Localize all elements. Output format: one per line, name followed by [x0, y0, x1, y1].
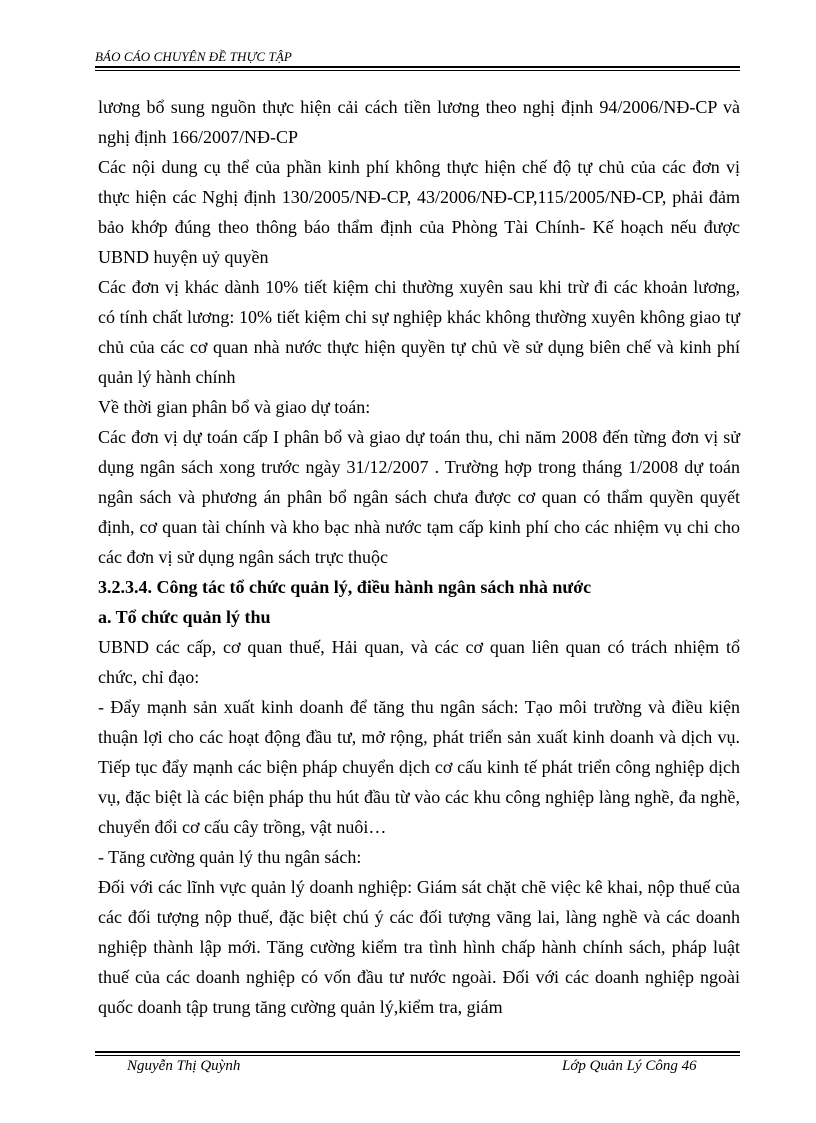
section-heading: 3.2.3.4. Công tác tổ chức quản lý, điều hành ngân sách nhà nước: [98, 577, 592, 597]
subsection-heading: a. Tổ chức quản lý thu: [98, 607, 271, 627]
paragraph: Các nội dung cụ thể của phần kinh phí không thực hiện chế độ tự chủ của các đơn vị thực hiện các Nghị định 130/2005/NĐ-CP, 43/2006/NĐ-CP,115/2005/NĐ-CP, phải đảm bảo khớp đúng theo thông báo thẩm định của Phòng Tài Chính- Kế hoạch nếu được UBND huyện uỷ quyền: [98, 157, 740, 267]
paragraph: lương bổ sung nguồn thực hiện cải cách tiền lương theo nghị định 94/2006/NĐ-CP và nghị định 166/2007/NĐ-CP: [98, 97, 740, 147]
footer-class: Lớp Quản Lý Công 46: [562, 1058, 697, 1074]
document-body: [98, 92, 740, 1022]
header-divider: [95, 66, 740, 71]
paragraph: Các đơn vị dự toán cấp I phân bổ và giao dự toán thu, chi năm 2008 đến từng đơn vị sử dụng ngân sách xong trước ngày 31/12/2007 . Trường hợp trong tháng 1/2008 dự toán ngân sách và phương án phân bổ ngân sách chưa được cơ quan có thẩm quyền quyết định, cơ quan tài chính và kho bạc nhà nước tạm cấp kinh phí cho các nhiệm vụ chi cho các đơn vị sử dụng ngân sách trực thuộc: [98, 427, 740, 567]
footer-author: Nguyễn Thị Quỳnh: [127, 1058, 241, 1074]
footer-divider: [95, 1051, 740, 1056]
page-header: BÁO CÁO CHUYÊN ĐỀ THỰC TẬP: [95, 49, 292, 64]
paragraph: - Đẩy mạnh sản xuất kinh doanh để tăng thu ngân sách: Tạo môi trường và điều kiện thuận lợi cho các hoạt động đầu tư, mở rộng, phát triển sản xuất kinh doanh và dịch vụ. Tiếp tục đẩy mạnh các biện pháp chuyển dịch cơ cấu kinh tế phát triển công nghiệp dịch vụ, đặc biệt là các biện pháp thu hút đầu từ vào các khu công nghiệp làng nghề, đa nghề, chuyển đổi cơ cấu cây trồng, vật nuôi…: [98, 697, 740, 837]
paragraph: Về thời gian phân bổ và giao dự toán:: [98, 397, 371, 417]
paragraph: UBND các cấp, cơ quan thuế, Hải quan, và các cơ quan liên quan có trách nhiệm tổ chức, chỉ đạo:: [98, 637, 740, 687]
paragraph: Các đơn vị khác dành 10% tiết kiệm chi thường xuyên sau khi trừ đi các khoản lương, có tính chất lương: 10% tiết kiệm chi sự nghiệp khác không thường xuyên không giao tự chủ của các cơ quan nhà nước thực hiện quyền tự chủ về sử dụng biên chế và kinh phí quản lý hành chính: [98, 277, 740, 387]
paragraph: Đối với các lĩnh vực quản lý doanh nghiệp: Giám sát chặt chẽ việc kê khai, nộp thuế của các đối tượng nộp thuế, đặc biệt chú ý các đối tượng vãng lai, làng nghề và các doanh nghiệp thành lập mới. Tăng cường kiểm tra tình hình chấp hành chính sách, pháp luật thuế của các doanh nghiệp có vốn đầu tư nước ngoài. Đối với các doanh nghiệp ngoài quốc doanh tập trung tăng cường quản lý,kiểm tra, giám: [98, 877, 740, 1017]
paragraph: - Tăng cường quản lý thu ngân sách:: [98, 847, 362, 867]
